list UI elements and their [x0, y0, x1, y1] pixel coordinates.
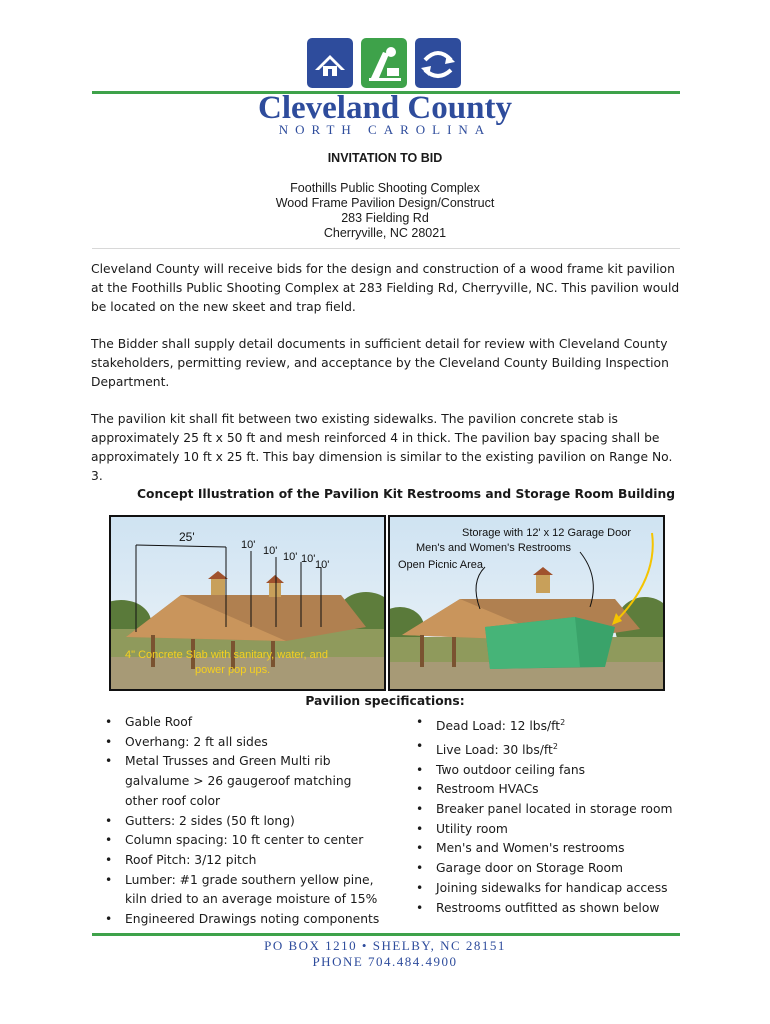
spec-item: • Live Load: 30 lbs/$ft^2$ — [412, 737, 682, 761]
header-line: Wood Frame Pavilion Design/Construct — [275, 196, 495, 210]
dim-label-10: 10' — [301, 553, 316, 565]
arrows-icon — [415, 38, 461, 88]
paragraph-documents: The Bidder shall supply detail documents in sufficient detail for review with Cleveland County stakeholders, permitting review, and acceptance by the Cleveland County Building Inspection Department. — [91, 337, 669, 389]
paragraph-dimensions: The pavilion kit shall fit between two existing sidewalks. The pavilion concrete stab is approximately 25 ft x 50 ft and mesh reinforced 4 in thick. The pavilion bay spacing shall be approximately 10 ft x 25 ft. This bay dimension is similar to the existing pavilion on Range No. 3. — [91, 412, 673, 483]
dim-label-10: 10' — [263, 545, 278, 557]
storage-label: Storage with 12' x 12 Garage Door — [462, 527, 632, 539]
spec-item: • Dead Load: 12 lbs/$ft^2$ — [412, 713, 682, 737]
restrooms-label: Men's and Women's Restrooms — [416, 542, 571, 554]
spec-item: • Gutters: 2 sides (50 ft long) — [101, 812, 391, 832]
spec-item: • Column spacing: 10 ft center to center — [101, 831, 391, 851]
restroom-storage-illustration — [388, 515, 665, 691]
footer-phone: PHONE 704.484.4900 — [312, 954, 458, 969]
pavilion-concept-illustration — [109, 515, 386, 691]
spec-item: • Restroom HVACs — [412, 780, 682, 800]
footer-rule — [92, 933, 680, 936]
spec-item: • Engineered Drawings noting components — [101, 910, 391, 930]
footer-address: PO BOX 1210 • SHELBY, NC 28151 — [264, 938, 506, 953]
left-figure-caption: Concept Illustration of the Pavilion Kit — [137, 487, 403, 501]
spec-item: • Restrooms outfitted as shown below — [412, 899, 682, 919]
dim-label-10: 10' — [283, 551, 298, 563]
right-figure-caption: Restrooms and Storage Room Building — [407, 487, 676, 501]
paragraph-intro: Cleveland County will receive bids for the design and construction of a wood frame kit pavilion at the Foothills Public Shooting Complex at 283 Fielding Rd, Cherryville, NC. This pavilion would be located on the new skeet and trap field. — [91, 262, 680, 314]
header-line: Foothills Public Shooting Complex — [290, 181, 480, 195]
divider — [92, 248, 680, 249]
spec-item: • Utility room — [412, 820, 682, 840]
header-line: 283 Fielding Rd — [341, 211, 429, 225]
county-logo — [307, 38, 463, 90]
slab-note: power pop ups. — [195, 664, 271, 676]
spec-item: • Joining sidewalks for handicap access — [412, 879, 682, 899]
spec-item: • Roof Pitch: 3/12 pitch — [101, 851, 391, 871]
spec-item: • Men's and Women's restrooms — [412, 839, 682, 859]
logo-subtitle: NORTH CAROLINA — [278, 122, 492, 137]
document-heading: INVITATION TO BID — [327, 151, 443, 165]
spec-item: • Overhang: 2 ft all sides — [101, 733, 391, 753]
dim-label-10: 10' — [315, 559, 330, 571]
logo-title: Cleveland County — [258, 90, 512, 126]
picnic-label: Open Picnic Area — [398, 559, 483, 571]
dim-label-25: 25' — [179, 530, 195, 544]
slab-note: 4" Concrete Slab with sanitary, water, and — [125, 649, 329, 661]
specs-left-list — [101, 713, 391, 930]
spec-item: • Two outdoor ceiling fans — [412, 761, 682, 781]
specs-title: Pavilion specifications: — [305, 694, 465, 708]
spec-item: • Garage door on Storage Room — [412, 859, 682, 879]
specs-right-list — [412, 713, 682, 918]
house-icon — [307, 38, 353, 88]
spec-item: • Metal Trusses and Green Multi rib galvalume > 26 gaugeroof matching other roof color — [101, 752, 387, 811]
spec-item: • Breaker panel located in storage room — [412, 800, 682, 820]
spec-item: • Gable Roof — [101, 713, 391, 733]
excavator-icon — [361, 38, 407, 88]
dim-label-10: 10' — [241, 539, 256, 551]
header-line: Cherryville, NC 28021 — [323, 226, 447, 240]
spec-item: • Lumber: #1 grade southern yellow pine, kiln dried to an average moisture of 15% — [101, 871, 387, 910]
